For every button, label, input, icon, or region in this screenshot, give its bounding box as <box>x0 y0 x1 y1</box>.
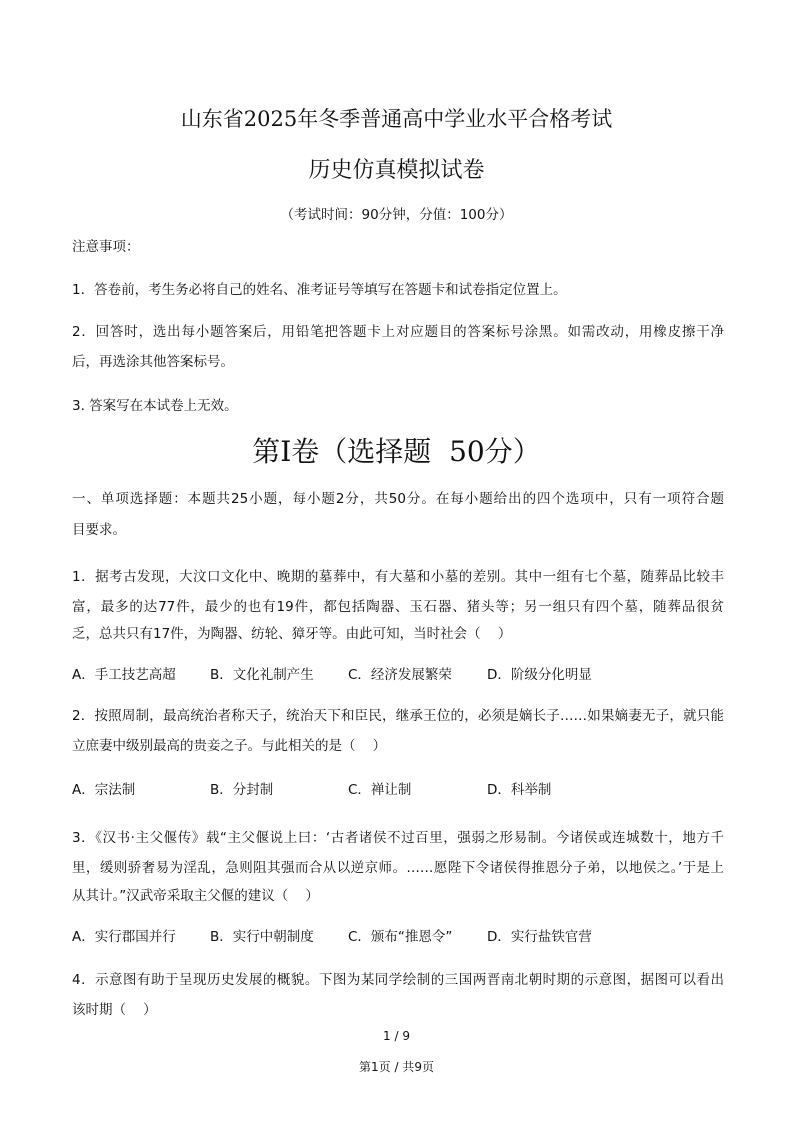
question-text: 2．按照周制，最高统治者称天子，统治天下和臣民，继承王位的，必须是嫡长子……如果嫡妻无子，就只能 <box>72 708 724 724</box>
question-text: 立庶妻中级别最高的贵妾之子。与此相关的是（ ） <box>72 738 387 754</box>
note-item-1: 1．答卷前，考生务必将自己的姓名、准考证号等填写在答题卡和试卷指定位置上。 <box>72 282 567 298</box>
exam-title: 山东省2025年冬季普通高中学业水平合格考试 <box>180 107 613 131</box>
section-intro: 一、单项选择题：本题共25小题，每小题2分，共50分。在每小题给出的四个选项中，只有一项符合题 <box>72 491 724 507</box>
section-heading: 第I卷（选择题 50分） <box>252 435 541 468</box>
notes-heading: 注意事项： <box>72 239 140 255</box>
option-a: A．手工技艺高超 <box>72 667 176 683</box>
note-item-2: 2．回答时，选出每小题答案后，用铅笔把答题卡上对应题目的答案标号涂黑。如需改动，用橡皮擦干净 <box>72 324 724 340</box>
option-b: B．分封制 <box>210 782 274 798</box>
exam-subtitle: 历史仿真模拟试卷 <box>308 158 485 183</box>
option-c: C．经济发展繁荣 <box>348 667 452 683</box>
option-a: A．实行郡国并行 <box>72 929 176 945</box>
question-text: 里，缓则骄奢易为淫乱，急则阻其强而合从以逆京师。……愿陛下令诸侯得推恩分子弟，以地侯之。’于是上 <box>72 860 724 876</box>
page-info: 第1页 / 共9页 <box>359 1060 434 1074</box>
page-number: 1 / 9 <box>383 1029 410 1043</box>
question-text: 乏，总共只有17件，为陶器、纺轮、獐牙等。由此可知，当时社会（ ） <box>72 626 512 642</box>
question-text: 1．据考古发现，大汶口文化中、晚期的墓葬中，有大墓和小墓的差别。其中一组有七个墓，随葬品比较丰 <box>72 569 724 585</box>
question-text: 4．示意图有助于呈现历史发展的概貌。下图为某同学绘制的三国两晋南北朝时期的示意图，据图可以看出 <box>72 972 724 988</box>
option-c: C．禅让制 <box>348 782 412 798</box>
exam-info: （考试时间：90分钟，分值：100分） <box>280 207 513 223</box>
question-text: 该时期（ ） <box>72 1002 157 1018</box>
note-item-2-cont: 后，再选涂其他答案标号。 <box>72 354 234 370</box>
option-b: B．文化礼制产生 <box>210 667 314 683</box>
option-a: A．宗法制 <box>72 782 136 798</box>
option-c: C．颁布“推恩令” <box>348 929 453 945</box>
option-d: D．实行盐铁官营 <box>487 929 592 945</box>
note-item-3: 3. 答案写在本试卷上无效。 <box>72 398 238 414</box>
question-text: 富，最多的达77件，最少的也有19件，都包括陶器、玉石器、猪头等；另一组只有四个墓，随葬品很贫 <box>72 599 724 615</box>
option-d: D．阶级分化明显 <box>487 667 592 683</box>
question-text: 3．《汉书·主父偃传》载“主父偃说上曰：‘古者诸侯不过百里，强弱之形易制。今诸侯或连城数十，地方千 <box>72 830 724 846</box>
option-b: B．实行中朝制度 <box>210 929 314 945</box>
question-text: 从其计。”汉武帝采取主父偃的建议（ ） <box>72 888 319 904</box>
section-intro-cont: 目要求。 <box>72 522 126 538</box>
option-d: D．科举制 <box>487 782 552 798</box>
